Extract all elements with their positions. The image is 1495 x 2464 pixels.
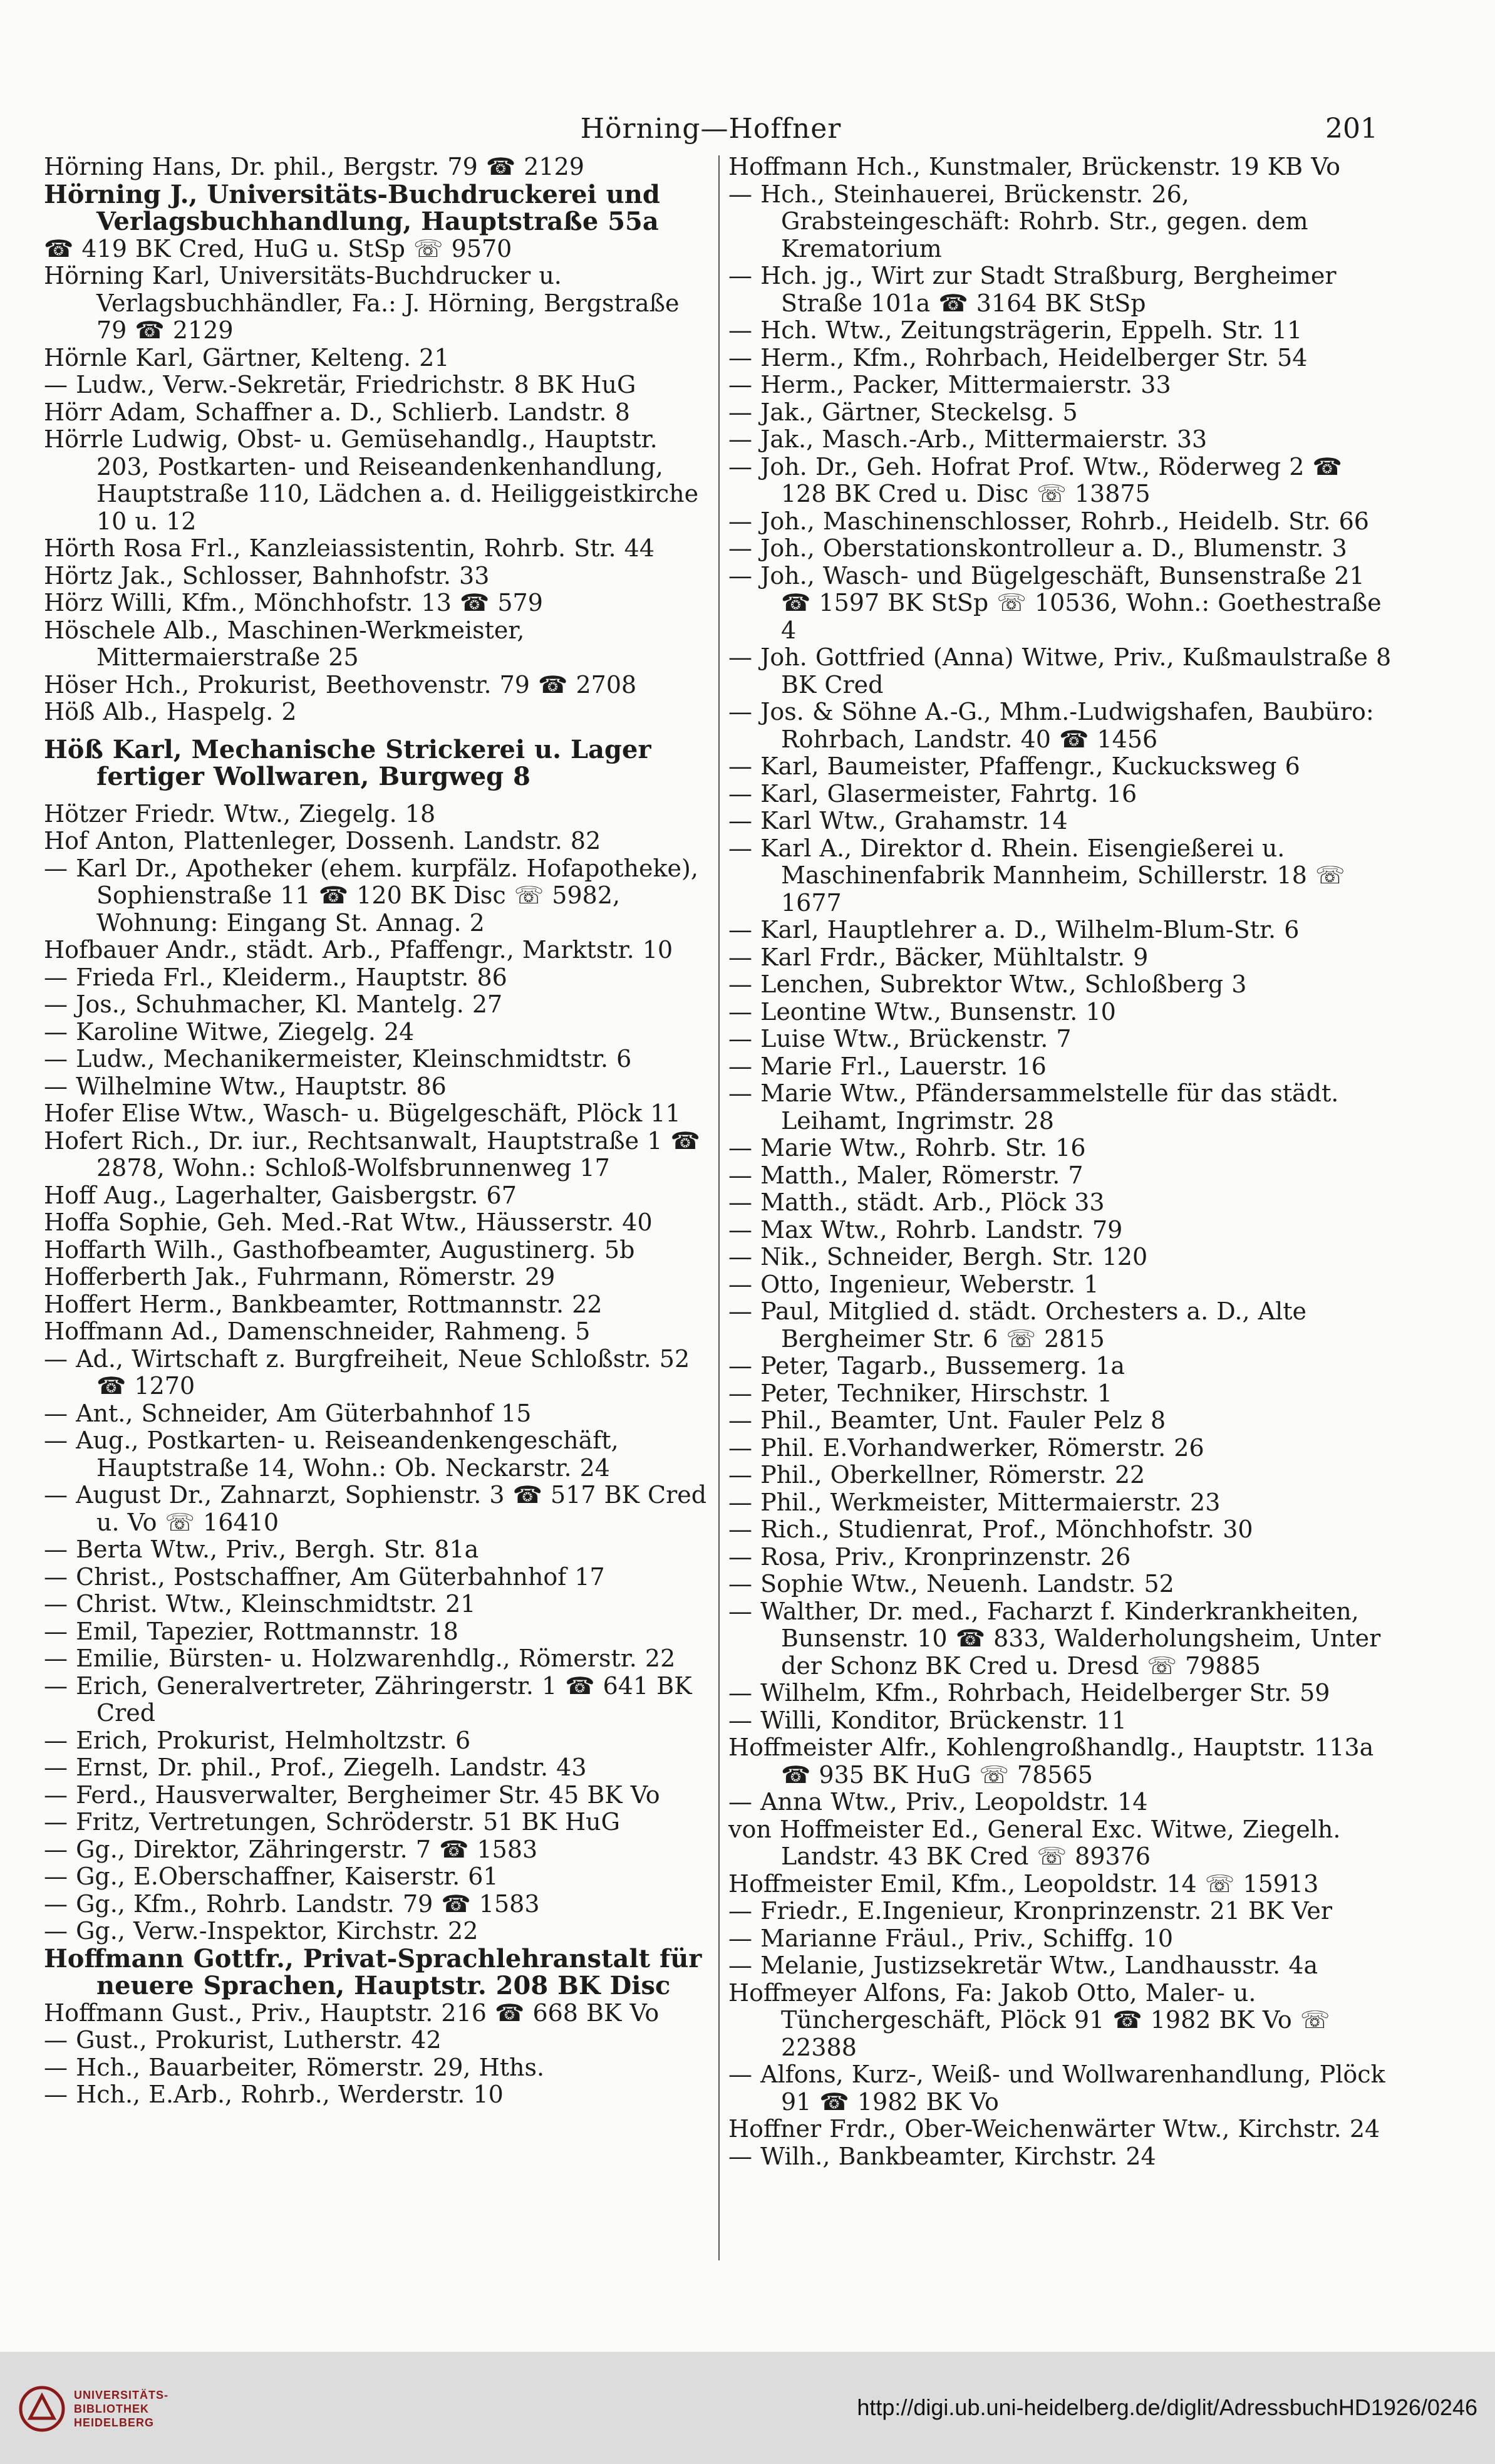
directory-entry: — Aug., Postkarten- u. Reiseandenkengeschäft, Hauptstraße 14, Wohn.: Ob. Neckarstr. 24 [44,1427,619,1482]
directory-entry: — Phil. E.Vorhandwerker, Römerstr. 26 [728,1433,1204,1462]
directory-entry: — Leontine Wtw., Bunsenstr. 10 [728,997,1116,1026]
directory-entry: ☎ 419 BK Cred, HuG u. StSp ☏ 9570 [44,234,512,263]
directory-entry: — Herm., Kfm., Rohrbach, Heidelberger Str. 54 [728,343,1308,372]
directory-entry: — Luise Wtw., Brückenstr. 7 [728,1025,1072,1053]
page-number: 201 [1325,113,1378,145]
directory-entry: — Christ. Wtw., Kleinschmidtstr. 21 [44,1590,476,1618]
directory-entry: — Matth., Maler, Römerstr. 7 [728,1161,1084,1189]
directory-entry: — Wilhelmine Wtw., Hauptstr. 86 [44,1072,447,1100]
viewer-footer [0,2352,1495,2464]
directory-entry: Hörnle Karl, Gärtner, Kelteng. 21 [44,343,450,372]
directory-entry: — Karl, Glasermeister, Fahrtg. 16 [728,779,1137,808]
directory-entry: — Herm., Packer, Mittermaierstr. 33 [728,371,1171,398]
directory-entry: — Lenchen, Subrektor Wtw., Schloßberg 3 [728,970,1247,998]
directory-entry: — Hch. Wtw., Zeitungsträgerin, Eppelh. Str. 11 [728,316,1303,344]
directory-entry: Hörning Hans, Dr. phil., Bergstr. 79 ☎ 2129 [44,153,584,180]
directory-entry: — Fritz, Vertretungen, Schröderstr. 51 BK HuG [44,1808,620,1836]
directory-entry: — Rich., Studienrat, Prof., Mönchhofstr. 30 [728,1515,1253,1543]
directory-entry: — August Dr., Zahnarzt, Sophienstr. 3 ☎ 517 BK Cred u. Vo ☏ 16410 [44,1481,707,1536]
directory-entry: Hofbauer Andr., städt. Arb., Pfaffengr., Marktstr. 10 [44,936,673,964]
directory-entry: — Peter, Techniker, Hirschstr. 1 [728,1379,1113,1407]
directory-entry: — Joh., Maschinenschlosser, Rohrb., Heidelb. Str. 66 [728,507,1369,535]
directory-entry: Hoffmann Ad., Damenschneider, Rahmeng. 5 [44,1318,591,1345]
directory-entry: Hoffa Sophie, Geh. Med.-Rat Wtw., Häusserstr. 40 [44,1209,653,1236]
directory-entry: Hoffert Herm., Bankbeamter, Rottmannstr. 22 [44,1290,603,1318]
directory-entry: — Marie Wtw., Rohrb. Str. 16 [728,1134,1086,1162]
directory-entry: — Joh. Gottfried (Anna) Witwe, Priv., Kußmaulstraße 8 BK Cred [728,643,1392,699]
logo-line-1: UNIVERSITÄTS- [74,2389,169,2401]
directory-entry: — Jak., Masch.-Arb., Mittermaierstr. 33 [728,425,1208,453]
directory-entry: — Emilie, Bürsten- u. Holzwarenhdlg., Römerstr. 22 [44,1645,676,1672]
page-header [44,107,1378,150]
directory-entry: Hoff Aug., Lagerhalter, Gaisbergstr. 67 [44,1181,517,1209]
directory-entry: — Karl Dr., Apotheker (ehem. kurpfälz. Hofapotheke), Sophienstraße 11 ☎ 120 BK Disc ☏ 5982, Wohnung: Eingang St. Annag. 2 [44,854,698,937]
directory-entry: — Karl A., Direktor d. Rhein. Eisengießerei u. Maschinenfabrik Mannheim, Schillerstr. 18 ☏ 1677 [728,834,1345,917]
directory-entry: Höser Hch., Prokurist, Beethovenstr. 79 ☎ 2708 [44,670,637,699]
directory-entry: Hörtz Jak., Schlosser, Bahnhofstr. 33 [44,561,490,590]
directory-entry: — Berta Wtw., Priv., Bergh. Str. 81a [44,1536,479,1563]
directory-entry: Hofert Rich., Dr. iur., Rechtsanwalt, Hauptstraße 1 ☎ 2878, Wohn.: Schloß-Wolfsbrunnenweg 17 [44,1126,700,1182]
directory-entry: — Wilhelm, Kfm., Rohrbach, Heidelberger Str. 59 [728,1679,1330,1707]
directory-entry: Hofferberth Jak., Fuhrmann, Römerstr. 29 [44,1263,556,1291]
directory-entry: — Ferd., Hausverwalter, Bergheimer Str. 45 BK Vo [44,1780,660,1809]
directory-entry: — Gg., Kfm., Rohrb. Landstr. 79 ☎ 1583 [44,1890,540,1918]
directory-entry: Hof Anton, Plattenleger, Dossenh. Landstr. 82 [44,827,601,855]
directory-entry: — Hch. jg., Wirt zur Stadt Straßburg, Bergheimer Straße 101a ☎ 3164 BK StSp [728,262,1337,317]
directory-entry: — Karl, Baumeister, Pfaffengr., Kuckucksweg 6 [728,752,1300,780]
directory-entry: — Frieda Frl., Kleiderm., Hauptstr. 86 [44,963,507,991]
directory-entry: Hoffarth Wilh., Gasthofbeamter, Augustinerg. 5b [44,1235,635,1264]
directory-entry: — Ludw., Mechanikermeister, Kleinschmidtstr. 6 [44,1045,632,1073]
directory-entry: — Marianne Fräul., Priv., Schiffg. 10 [728,1924,1174,1952]
directory-entry: — Phil., Werkmeister, Mittermaierstr. 23 [728,1488,1221,1516]
directory-entry: — Marie Wtw., Pfändersammelstelle für das städt. Leihamt, Ingrimstr. 28 [728,1079,1339,1135]
directory-entry: Hoffmann Hch., Kunstmaler, Brückenstr. 19 KB Vo [728,153,1341,180]
directory-entry: Höschele Alb., Maschinen-Werkmeister, Mittermaierstraße 25 [44,616,525,671]
directory-entry: — Ad., Wirtschaft z. Burgfreiheit, Neue Schloßstr. 52 ☎ 1270 [44,1344,690,1400]
directory-entry: Hoffmeyer Alfons, Fa: Jakob Otto, Maler- u. Tünchergeschäft, Plöck 91 ☎ 1982 BK Vo ☏ 22388 [728,1978,1330,2061]
directory-entry: — Paul, Mitglied d. städt. Orchesters a. D., Alte Bergheimer Str. 6 ☏ 2815 [728,1297,1306,1353]
directory-entry: — Melanie, Justizsekretär Wtw., Landhausstr. 4a [728,1952,1318,1979]
directory-entry: — Gg., Direktor, Zähringerstr. 7 ☎ 1583 [44,1835,538,1863]
directory-entry: — Walther, Dr. med., Facharzt f. Kinderkrankheiten, Bunsenstr. 10 ☎ 833, Walderholungsheim, Unter der Schonz BK Cred u. Dresd ☏ 79885 [728,1597,1381,1680]
directory-entry: — Max Wtw., Rohrb. Landstr. 79 [728,1215,1123,1244]
running-title: Hörning—Hoffner [580,113,842,145]
directory-entry: von Hoffmeister Ed., General Exc. Witwe, Ziegelh. Landstr. 43 BK Cred ☏ 89376 [728,1815,1341,1870]
directory-entry: — Nik., Schneider, Bergh. Str. 120 [728,1243,1148,1271]
directory-entry: — Erich, Prokurist, Helmholtzstr. 6 [44,1726,471,1754]
directory-entry: Hörning J., Universitäts-Buchdruckerei und Verlagsbuchhandlung, Hauptstraße 55a [44,179,660,236]
directory-entry: — Friedr., E.Ingenieur, Kronprinzenstr. 21 BK Ver [728,1897,1333,1925]
directory-entry: — Ernst, Dr. phil., Prof., Ziegelh. Landstr. 43 [44,1754,587,1781]
directory-entry: — Hch., Bauarbeiter, Römerstr. 29, Hths. [44,2053,545,2081]
right-column [728,153,1392,2271]
directory-entry: — Phil., Beamter, Unt. Fauler Pelz 8 [728,1406,1166,1434]
library-logo-text[interactable] [74,2388,168,2430]
column-divider [718,155,720,2260]
directory-entry: — Wilh., Bankbeamter, Kirchstr. 24 [728,2142,1156,2170]
logo-line-2: BIBLIOTHEK [74,2403,149,2415]
directory-entry: — Alfons, Kurz-, Weiß- und Wollwarenhandlung, Plöck 91 ☎ 1982 BK Vo [728,2061,1385,2116]
directory-entry: — Karoline Witwe, Ziegelg. 24 [44,1017,415,1046]
left-column [44,153,708,2271]
directory-entry: — Gg., E.Oberschaffner, Kaiserstr. 61 [44,1863,499,1890]
directory-entry: — Jos. & Söhne A.-G., Mhm.-Ludwigshafen, Baubüro: Rohrbach, Landstr. 40 ☎ 1456 [728,698,1374,753]
directory-entry: Hörning Karl, Universitäts-Buchdrucker u. Verlagsbuchhändler, Fa.: J. Hörning, Bergstraße 79 ☎ 2129 [44,262,680,344]
directory-entry: — Sophie Wtw., Neuenh. Landstr. 52 [728,1570,1174,1598]
directory-entry: Hörrle Ludwig, Obst- u. Gemüsehandlg., Hauptstr. 203, Postkarten- und Reiseandenkenhandlung, Hauptstraße 110, Lädchen a. d. Heiliggeistkirche 10 u. 12 [44,425,699,535]
directory-entry: Hoffmann Gust., Priv., Hauptstr. 216 ☎ 668 BK Vo [44,1999,660,2027]
directory-entry: — Gust., Prokurist, Lutherstr. 42 [44,2026,442,2054]
directory-entry: — Gg., Verw.-Inspektor, Kirchstr. 22 [44,1917,479,1945]
directory-entry: — Joh., Oberstationskontrolleur a. D., Blumenstr. 3 [728,534,1347,562]
directory-entry: Hörz Willi, Kfm., Mönchhofstr. 13 ☎ 579 [44,589,543,616]
directory-entry: Hoffmeister Emil, Kfm., Leopoldstr. 14 ☏ 15913 [728,1869,1319,1898]
directory-entry: — Emil, Tapezier, Rottmannstr. 18 [44,1617,458,1645]
directory-entry: — Karl Frdr., Bäcker, Mühltalstr. 9 [728,943,1149,971]
directory-entry: — Karl Wtw., Grahamstr. 14 [728,807,1068,834]
directory-entry: — Ludw., Verw.-Sekretär, Friedrichstr. 8 BK HuG [44,371,636,398]
directory-entry: — Christ., Postschaffner, Am Güterbahnhof 17 [44,1562,605,1591]
directory-entry: — Willi, Konditor, Brückenstr. 11 [728,1706,1127,1734]
directory-entry: Höß Karl, Mechanische Strickerei u. Lager fertiger Wollwaren, Burgweg 8 [44,734,651,791]
directory-entry: — Matth., städt. Arb., Plöck 33 [728,1188,1105,1216]
directory-entry: — Ant., Schneider, Am Güterbahnhof 15 [44,1399,532,1427]
directory-entry: — Jak., Gärtner, Steckelsg. 5 [728,398,1078,426]
directory-entry: — Jos., Schuhmacher, Kl. Mantelg. 27 [44,990,503,1018]
directory-entry: — Rosa, Priv., Kronprinzenstr. 26 [728,1542,1131,1571]
directory-entry: Hoffmeister Alfr., Kohlengroßhandlg., Hauptstr. 113a ☎ 935 BK HuG ☏ 78565 [728,1734,1374,1789]
directory-entry: — Erich, Generalvertreter, Zähringerstr. 1 ☎ 641 BK Cred [44,1671,692,1727]
directory-entry: Hötzer Friedr. Wtw., Ziegelg. 18 [44,799,436,828]
logo-line-3: HEIDELBERG [74,2416,155,2429]
directory-entry: — Anna Wtw., Priv., Leopoldstr. 14 [728,1788,1148,1816]
directory-entry: Hörth Rosa Frl., Kanzleiassistentin, Rohrb. Str. 44 [44,534,654,562]
directory-entry: Hörr Adam, Schaffner a. D., Schlierb. Landstr. 8 [44,398,630,426]
university-seal-icon [18,2384,66,2433]
directory-entry: — Peter, Tagarb., Bussemerg. 1a [728,1352,1125,1380]
directory-entry: — Hch., E.Arb., Rohrb., Werderstr. 10 [44,2081,504,2108]
directory-entry: — Phil., Oberkellner, Römerstr. 22 [728,1461,1146,1489]
directory-entry: Hofer Elise Wtw., Wasch- u. Bügelgeschäft, Plöck 11 [44,1099,681,1127]
directory-entry: — Joh., Wasch- und Bügelgeschäft, Bunsenstraße 21 ☎ 1597 BK StSp ☏ 10536, Wohn.: Goethestraße 4 [728,561,1382,644]
directory-entry: — Karl, Hauptlehrer a. D., Wilhelm-Blum-Str. 6 [728,916,1300,943]
directory-entry: — Marie Frl., Lauerstr. 16 [728,1052,1047,1080]
directory-entry: — Otto, Ingenieur, Weberstr. 1 [728,1270,1099,1298]
directory-entry: — Hch., Steinhauerei, Brückenstr. 26, Grabsteingeschäft: Rohrb. Str., gegen. dem Krematorium [728,180,1308,263]
source-url-link[interactable]: http://digi.ub.uni-heidelberg.de/diglit/AdressbuchHD1926/0246 [857,2394,1477,2420]
directory-entry: Hoffmann Gottfr., Privat-Sprachlehranstalt für neuere Sprachen, Hauptstr. 208 BK Disc [44,1943,702,2000]
directory-entry: Hoffner Frdr., Ober-Weichenwärter Wtw., Kirchstr. 24 [728,2115,1380,2143]
directory-entry: Höß Alb., Haspelg. 2 [44,698,297,725]
directory-entry: — Joh. Dr., Geh. Hofrat Prof. Wtw., Röderweg 2 ☎ 128 BK Cred u. Disc ☏ 13875 [728,452,1342,507]
